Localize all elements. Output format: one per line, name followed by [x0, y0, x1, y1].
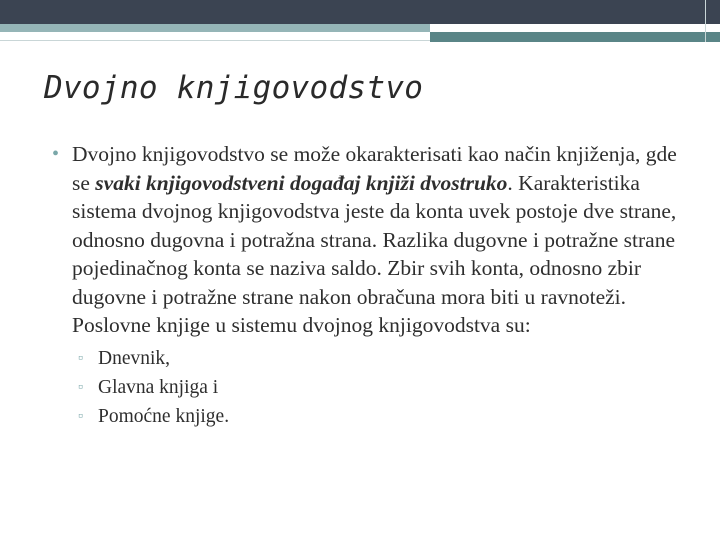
paragraph-text-end: . Karakteristika sistema dvojnog knjigovodstva jeste da konta uvek postoje dve strane, odnosno dugovna i potražna strana. Razlika dugovne i potražne strane pojedinačnog konta se naziva saldo. Zbir svih konta, odnosno zbir dugovne i potražne strane nakon obračuna mora biti u ravnoteži. Poslovne knjige u sistemu dvojnog knjigovodstva su: [72, 170, 677, 337]
slide-body [52, 140, 692, 431]
main-bullet [52, 140, 692, 340]
header-vertical-rule [705, 0, 706, 42]
accent-bar-left [0, 24, 430, 32]
square-bullet-icon: ▫ [78, 408, 83, 424]
header-band [0, 0, 720, 24]
square-bullet-icon: ▫ [78, 350, 83, 366]
square-bullet-icon: ▫ [78, 379, 83, 395]
list-item-label: Pomoćne knjige. [98, 405, 230, 427]
paragraph-text-start: Dvojno knjigovodstvo se može okarakterisati kao način knjiženja, gde se [72, 142, 677, 195]
paragraph-emphasis: svaki knjigovodstveni događaj knjiži dvostruko [95, 170, 508, 195]
list-item-label: Glavna knjiga i [98, 376, 219, 398]
slide-title: Dvojno knjigovodstvo [44, 70, 424, 106]
list-item [78, 373, 692, 402]
list-item-label: Dnevnik, [98, 347, 171, 369]
sub-list [52, 344, 692, 431]
list-item [78, 402, 692, 431]
accent-bar-right [430, 32, 720, 42]
bullet-icon: • [52, 143, 60, 165]
list-item [78, 344, 692, 373]
header-rule [0, 40, 430, 41]
